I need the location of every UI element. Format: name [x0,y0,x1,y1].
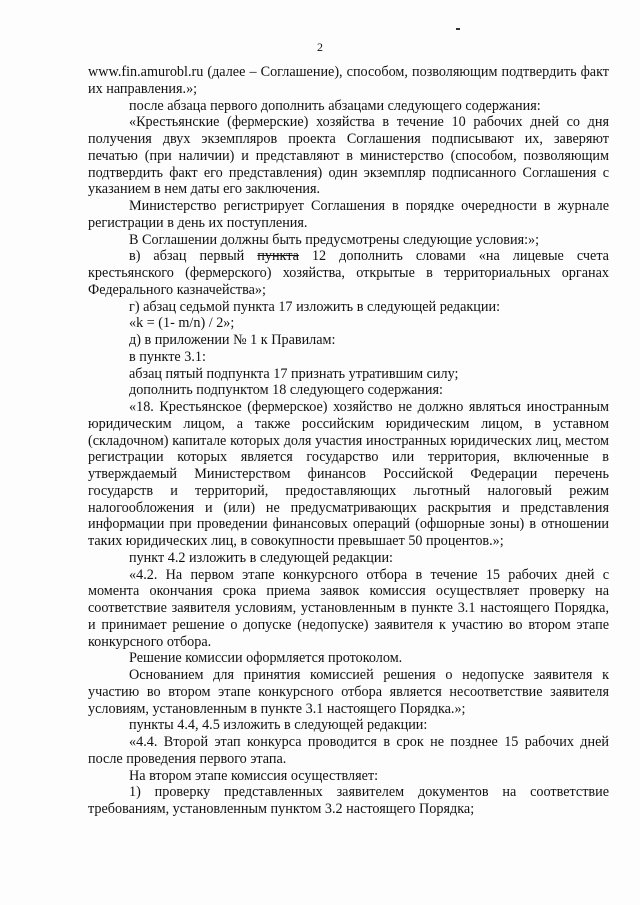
paragraph-1: www.fin.amurobl.ru (далее – Соглашение), способом, позволяющим подтвердить факт их направления.»; [88,64,609,97]
paragraph-20: На втором этапе комиссия осуществляет: [129,767,379,784]
page-number: 2 [317,40,323,54]
paragraph-5: В Соглашении должны быть предусмотрены следующие условия:»; [129,231,540,248]
scan-speck [456,28,460,30]
paragraph-18: пункты 4.4, 4.5 изложить в следующей редакции: [129,717,428,734]
paragraph-11: абзац пятый подпункта 17 признать утратившим силу; [129,365,459,382]
paragraph-17: Основанием для принятия комиссией решения о недопуске заявителя к участию во втором этапе конкурсного отбора является несоответствие заявителя условиям, установленным в пункте 3.1 настоящего Порядка.»; [88,667,609,717]
paragraph-12: дополнить подпунктом 18 следующего содержания: [129,382,443,399]
paragraph-15: «4.2. На первом этапе конкурсного отбора в течение 15 рабочих дней с момента окончания срока приема заявок комиссия осуществляет проверку на соответствие заявителя условиям, установленным в пункте 3.1 настоящего Порядка, и принимает решение о допуске (недопуске) заявителя к участию во втором этапе конкурсного отбора. [88,566,609,650]
paragraph-7: г) абзац седьмой пункта 17 изложить в следующей редакции: [129,298,501,315]
paragraph-21: 1) проверку представленных заявителем документов на соответствие требованиям, установленным пунктом 3.2 настоящего Порядка; [88,784,609,817]
paragraph-19: «4.4. Второй этап конкурса проводится в срок не позднее 15 рабочих дней после проведения первого этапа. [88,734,609,767]
paragraph-9: д) в приложении № 1 к Правилам: [129,332,336,348]
formula-line: «k = (1- m/n) / 2»; [129,315,235,332]
paragraph-10: в пункте 3.1: [129,348,206,365]
paragraph-6 [88,248,609,298]
paragraph-6-prefix: в) абзац первый [129,248,258,265]
document-body [88,64,609,818]
paragraph-4: Министерство регистрирует Соглашения в порядке очередности в журнале регистрации в день их поступления. [88,198,609,231]
paragraph-2: после абзаца первого дополнить абзацами следующего содержания: [129,97,541,114]
paragraph-13: «18. Крестьянское (фермерское) хозяйство не должно являться иностранным юридическим лицом, а также российским юридическим лицом, в уставном (складочном) капитале которых доля участия иностранных юридических лиц, местом регистрации которых является государство или территория, включенные в утверждаемый Министерством финансов Российской Федерации перечень государств и территорий, предоставляющих льготный налоговый режим налогообложения и (или) не предусматривающих раскрытия и представления информации при проведении финансовых операций (офшорные зоны) в отношении таких юридических лиц, в совокупности превышает 50 процентов.»; [88,399,609,549]
paragraph-14: пункт 4.2 изложить в следующей редакции: [129,549,393,566]
paragraph-16: Решение комиссии оформляется протоколом. [129,650,403,667]
paragraph-6-suffix: 12 дополнить словами «на лицевые счета крестьянского (фермерского) хозяйства, открытые в территориальных органах Федерального казначейства»; [88,248,609,298]
struck-word: пункта [257,248,299,265]
paragraph-3: «Крестьянские (фермерские) хозяйства в течение 10 рабочих дней со дня получения двух экземпляров проекта Соглашения подписывают их, заверяют печатью (при наличии) и представляют в министерство (способом, позволяющим подтвердить факт его представления) один экземпляр подписанного Соглашения с указанием в нем даты его заключения. [88,114,609,198]
